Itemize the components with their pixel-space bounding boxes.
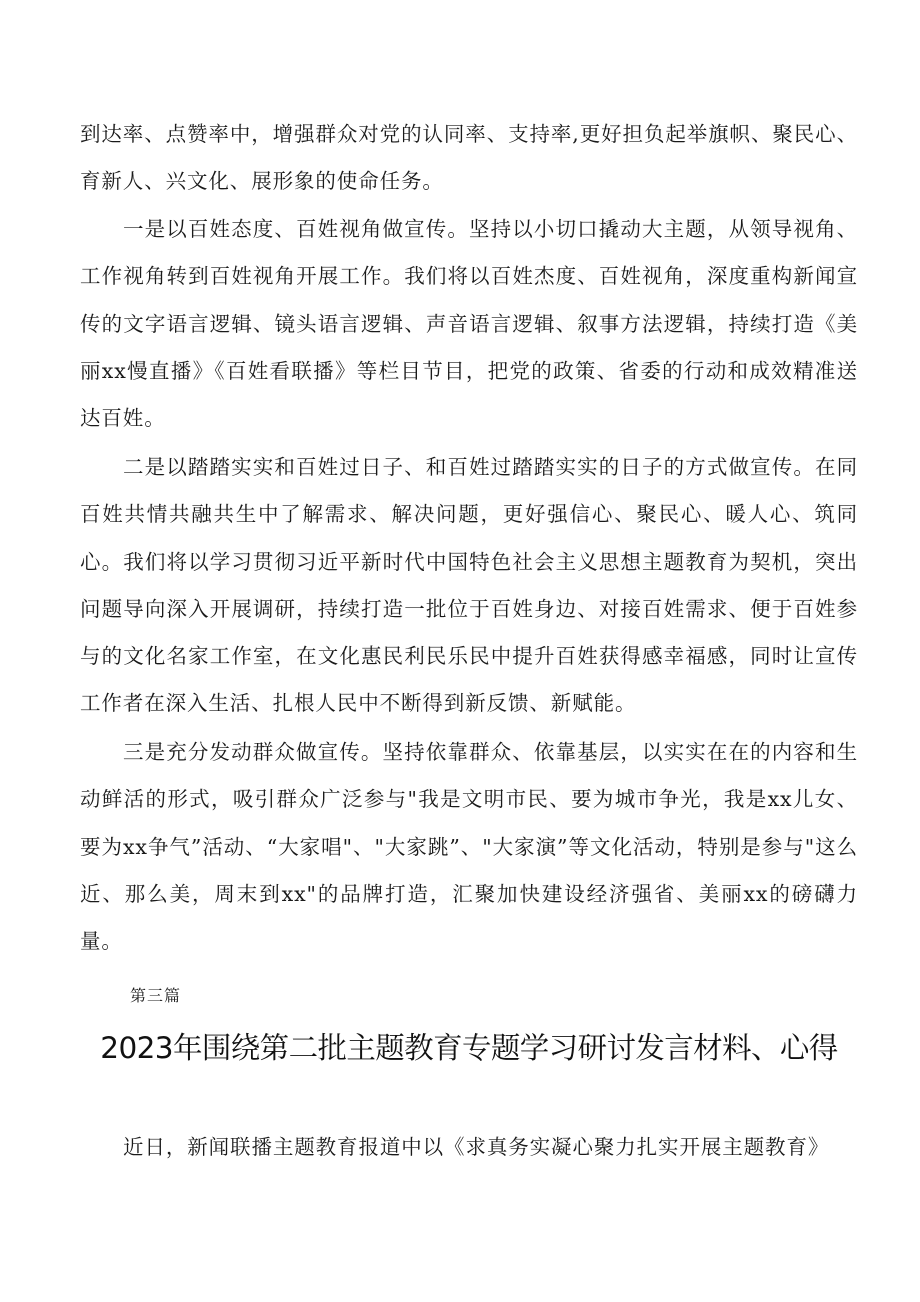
paragraph-point-three: 三是充分发动群众做宣传。坚持依靠群众、依靠基层，以实实在在的内容和生动鲜活的形式，吸引群众广泛参与"我是文明市民、要为城市争光，我是xx儿女、要为xx争气”活动、“大家唱"、"大家跳”、"大家演”等文化活动，特别是参与"这么近、那么美，周末到xx"的品牌打造，汇聚加快建设经济强省、美丽xx的磅礴力量。 — [80, 740, 858, 954]
section-label: 第三篇 — [130, 986, 182, 1005]
document-title: 2023年围绕第二批主题教育专题学习研讨发言材料、心得 — [100, 1031, 838, 1065]
paragraph-point-two: 二是以踏踏实实和百姓过日子、和百姓过踏踏实实的日子的方式做宣传。在同百姓共情共融共生中了解需求、解决问题，更好强信心、聚民心、暖人心、筑同心。我们将以学习贯彻习近平新时代中国特色社会主义思想主题教育为契机，突出问题导向深入开展调研，持续打造一批位于百姓身边、对接百姓需求、便于百姓参与的文化名家工作室，在文化惠民利民乐民中提升百姓获得感幸福感，同时让宣传工作者在深入生活、扎根人民中不断得到新反馈、新赋能。 — [80, 455, 858, 716]
paragraph-continuation: 到达率、点赞率中，增强群众对党的认同率、支持率,更好担负起举旗帜、聚民心、育新人、兴文化、展形象的使命任务。 — [80, 122, 858, 194]
paragraph-point-one: 一是以百姓态度、百姓视角做宣传。坚持以小切口撬动大主题，从领导视角、工作视角转到百姓视角开展工作。我们将以百姓杰度、百姓视角，深度重构新闻宣传的文字语言逻辑、镜头语言逻辑、声音语言逻辑、叙事方法逻辑，持续打造《美丽xx慢直播》《百姓看联播》等栏目节目，把党的政策、省委的行动和成效精准送达百姓。 — [80, 217, 858, 431]
paragraph-intro: 近日，新闻联播主题教育报道中以《求真务实凝心聚力扎实开展主题教育》 — [123, 1135, 830, 1159]
